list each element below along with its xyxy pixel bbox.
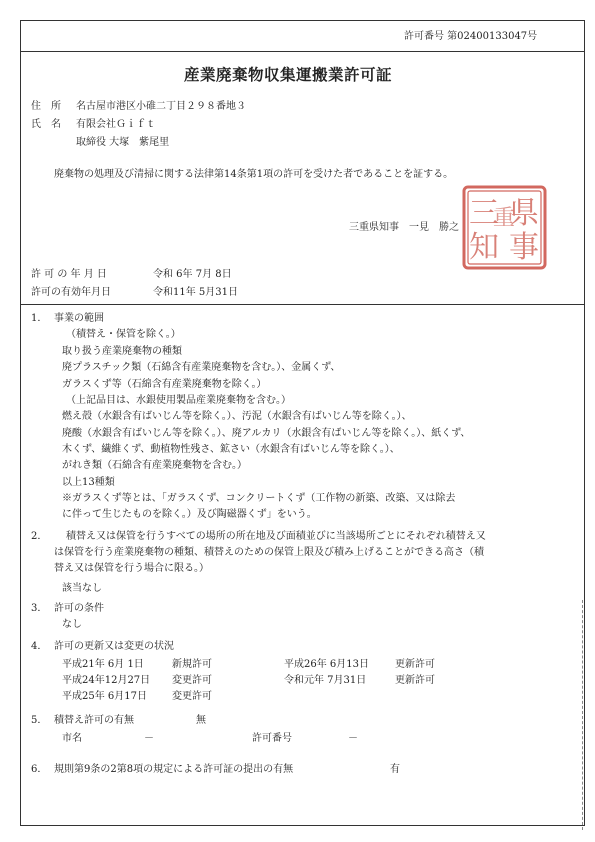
section-2-value: 該当なし	[62, 583, 102, 594]
history-type: 変更許可	[172, 675, 212, 686]
history-date: 令和元年 7月31日	[284, 675, 367, 686]
section-1-line: 以上13種類	[62, 477, 115, 488]
section-5-value: 無	[196, 715, 206, 726]
section-1-line: がれき類（石綿含有産業廃棄物を含む。）	[62, 460, 247, 471]
history-date: 平成26年 6月13日	[284, 659, 369, 670]
section-3-number: 3．	[31, 603, 48, 614]
section-6-heading: 規則第9条の2第8項の規定による許可証の提出の有無	[54, 764, 294, 775]
section-1-line: 木くず、繊維くず、動植物性残さ、鉱さい（水銀含有ばいじん等を除く。）、	[62, 444, 400, 455]
representative-name: 取締役 大塚 紫尾里	[76, 137, 170, 148]
section-1-line: （積替え・保管を除く。）	[66, 329, 181, 340]
expiry-date-label: 許可の有効年月日	[31, 287, 111, 298]
permit-number: 許可番号 第02400133047号	[404, 31, 538, 42]
section-6-number: 6．	[31, 764, 48, 775]
section-3-heading: 許可の条件	[54, 603, 104, 614]
section-6-value: 有	[390, 764, 400, 775]
section-3-value: なし	[62, 619, 82, 630]
section-1-number: 1．	[31, 313, 48, 324]
section-1-line: （上記品目は、水銀使用製品産業廃棄物を含む。）	[66, 395, 291, 406]
document-title: 産業廃棄物収集運搬業許可証	[184, 65, 393, 84]
issuer-name: 三重県知事 一見 勝之	[349, 222, 459, 233]
section-2-number: 2．	[31, 531, 48, 542]
section-1-line: ※ガラスくず等とは、「ガラスくず、コンクリートくず（工作物の新築、改築、又は除去	[62, 493, 456, 504]
section-1-line: 取り扱う産業廃棄物の種類	[62, 346, 182, 357]
svg-text:事: 事	[509, 230, 539, 265]
section-1-line: に伴って生じたものを除く。）及び陶磁器くず」をいう。	[62, 509, 317, 520]
history-type: 変更許可	[172, 691, 212, 702]
history-date: 平成25年 6月17日	[62, 691, 147, 702]
dates-bottom-rule	[21, 304, 584, 305]
section-4-number: 4．	[31, 641, 48, 652]
section-1-heading: 事業の範囲	[54, 313, 104, 324]
svg-text:知: 知	[469, 230, 499, 265]
svg-text:県: 県	[509, 196, 539, 231]
header-rule	[21, 51, 584, 52]
certification-statement: 廃棄物の処理及び清掃に関する法律第14条第1項の許可を受けた者であることを証する。	[54, 169, 454, 180]
history-type: 更新許可	[395, 675, 435, 686]
section-1-line: 廃プラスチック類（石綿含有産業廃棄物を含む。）、金属くず、	[62, 362, 341, 373]
svg-text:重: 重	[492, 206, 516, 231]
section-1-line: ガラスくず等（石綿含有産業廃棄物を除く。）	[62, 379, 267, 390]
address-value: 名古屋市港区小碓二丁目２９８番地３	[76, 101, 246, 112]
section-5-number: 5．	[31, 715, 48, 726]
section-1-line: 廃酸（水銀含有ばいじん等を除く。）、廃アルカリ（水銀含有ばいじん等を除く。）、紙くず、	[62, 428, 471, 439]
section-5-heading: 積替え許可の有無	[54, 715, 134, 726]
history-type: 更新許可	[395, 659, 435, 670]
section-2-line: は保管を行う産業廃棄物の種類、積替えのための保管上限及び積み上げることができる高さ（積	[54, 547, 484, 558]
history-type: 新規許可	[172, 659, 212, 670]
name-label: 氏 名	[31, 119, 61, 130]
expiry-date-value: 令和11年 5月31日	[153, 287, 238, 298]
company-name: 有限会社Ｇｉｆｔ	[76, 119, 156, 130]
city-value: －	[144, 733, 154, 744]
permit-date-label: 許 可 の 年 月 日	[31, 269, 107, 280]
section-2-line: 替え又は保管を行う場合に限る。）	[54, 563, 209, 574]
transfer-permit-label: 許可番号	[252, 733, 292, 744]
svg-text:三: 三	[469, 196, 499, 231]
history-date: 平成21年 6月 1日	[62, 659, 144, 670]
section-4-heading: 許可の更新又は変更の状況	[54, 641, 174, 652]
address-label: 住 所	[31, 101, 61, 112]
governor-seal-stamp	[462, 185, 547, 270]
section-1-line: 燃え殻（水銀含有ばいじん等を除く。）、汚泥（水銀含有ばいじん等を除く。）、	[62, 411, 412, 422]
fold-line	[582, 600, 583, 830]
section-2-line: 積替え又は保管を行うすべての場所の所在地及び面積並びに当該場所ごとにそれぞれ積替え又	[66, 531, 486, 542]
permit-date-value: 令和 6年 7月 8日	[153, 269, 232, 280]
history-date: 平成24年12月27日	[62, 675, 151, 686]
transfer-permit-value: －	[348, 733, 358, 744]
city-label: 市名	[62, 733, 82, 744]
